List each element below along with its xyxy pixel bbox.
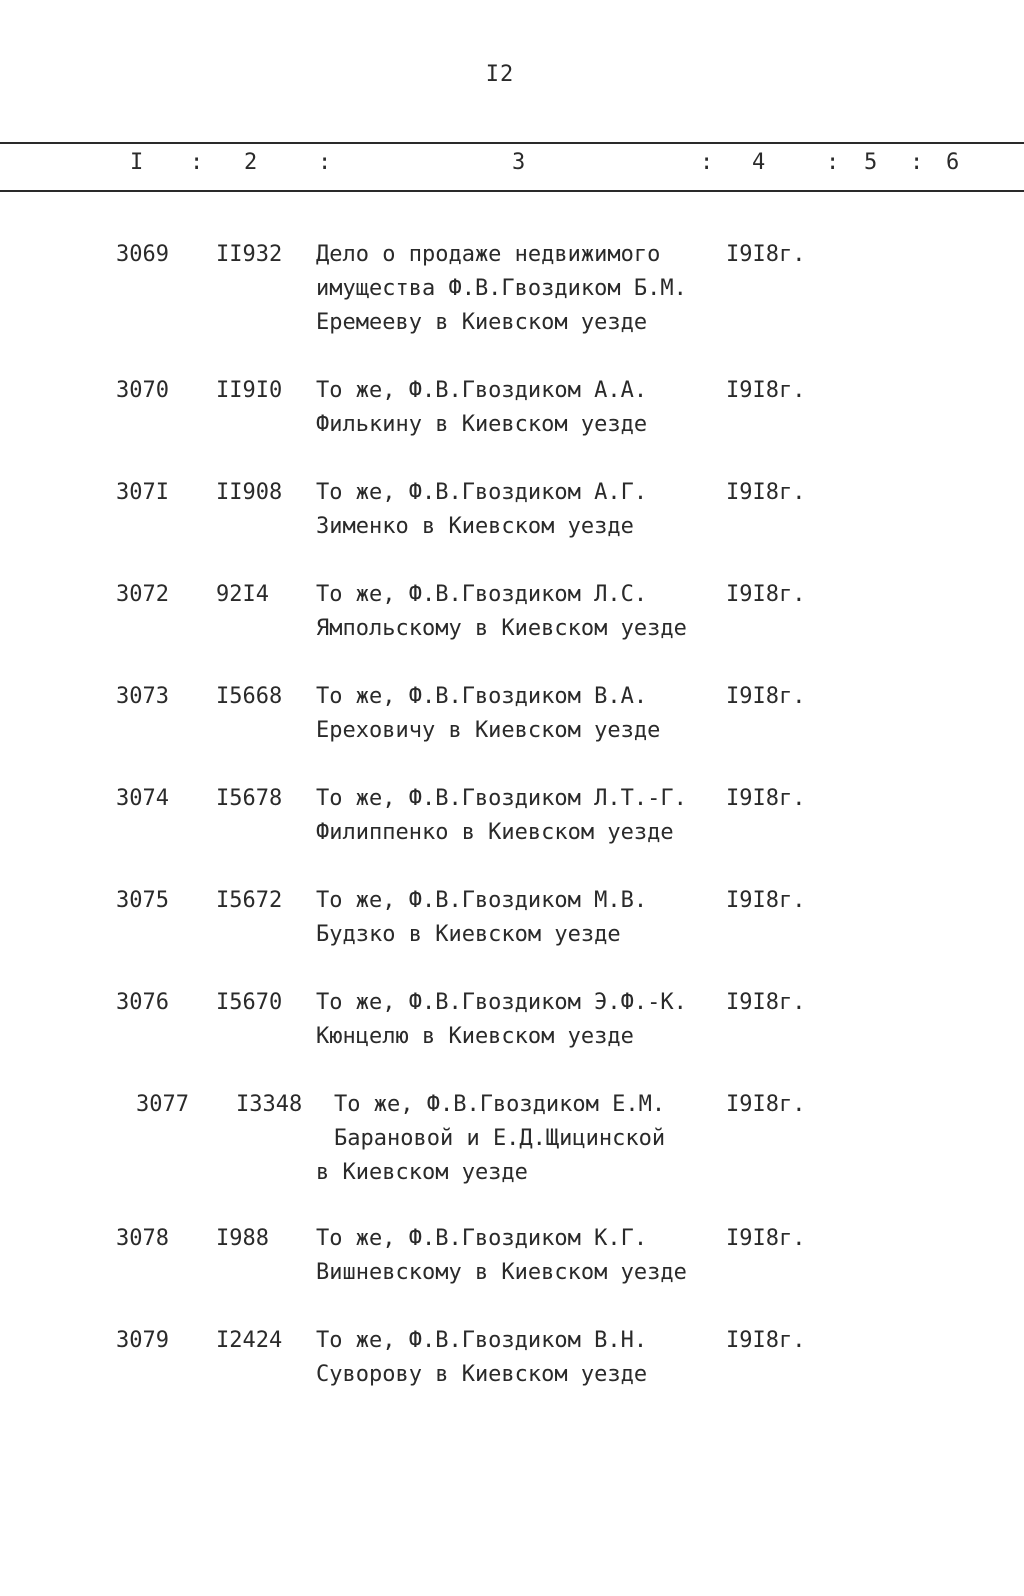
entry-code: II908 [216,480,283,505]
entry-number: 3078 [116,1226,169,1251]
entry-year: I9I8г. [726,786,806,811]
entry-number: 3069 [116,242,169,267]
description-line: Филиппенко в Киевском уезде [316,820,674,845]
entry-code: I5672 [216,888,283,913]
entry-description [316,986,726,1054]
description-line: Кюнцелю в Киевском уезде [316,1024,634,1049]
entry-code: I2424 [216,1328,283,1353]
description-line: Еремееву в Киевском уезде [316,310,648,335]
column-separator: : [910,150,924,175]
description-line: То же, Ф.В.Гвоздиком А.Г. [316,480,648,505]
description-line: То же, Ф.В.Гвоздиком В.Н. [316,1328,648,1353]
entry-description [316,1324,726,1392]
description-line: Ямпольскому в Киевском уезде [316,616,687,641]
description-line: То же, Ф.В.Гвоздиком В.А. [316,684,648,709]
column-header-1: I [130,150,144,175]
description-line: То же, Ф.В.Гвоздиком Л.С. [316,582,648,607]
header-top-rule [0,142,1024,144]
entry-number: 3070 [116,378,169,403]
entry-year: I9I8г. [726,684,806,709]
description-line: То же, Ф.В.Гвоздиком Е.М. [334,1092,666,1117]
column-separator: : [700,150,714,175]
description-line: То же, Ф.В.Гвоздиком Л.Т.-Г. [316,786,687,811]
entry-number: 3072 [116,582,169,607]
entry-year: I9I8г. [726,242,806,267]
description-line: То же, Ф.В.Гвоздиком К.Г. [316,1226,648,1251]
entry-number: 3075 [116,888,169,913]
description-line: То же, Ф.В.Гвоздиком М.В. [316,888,648,913]
description-line: То же, Ф.В.Гвоздиком Э.Ф.-К. [316,990,687,1015]
description-line: Филькину в Киевском уезде [316,412,648,437]
entry-year: I9I8г. [726,480,806,505]
entry-year: I9I8г. [726,1328,806,1353]
header-bottom-rule [0,190,1024,192]
description-line: Суворову в Киевском уезде [316,1362,648,1387]
entry-code: I3348 [236,1092,303,1117]
description-line: Ереховичу в Киевском уезде [316,718,661,743]
entry-year: I9I8г. [726,1226,806,1251]
entry-code: II932 [216,242,283,267]
description-line: в Киевском уезде [316,1160,528,1185]
entry-code: 92I4 [216,582,269,607]
page-number: I2 [485,62,515,87]
entry-description [316,1222,726,1290]
entry-description [316,680,726,748]
entry-number: 307I [116,480,169,505]
entry-description [316,884,726,952]
entry-description [316,476,726,544]
entry-number: 3076 [116,990,169,1015]
entry-number: 3073 [116,684,169,709]
column-header-6: 6 [946,150,960,175]
description-line: То же, Ф.В.Гвоздиком А.А. [316,378,648,403]
column-separator: : [826,150,840,175]
entry-description [316,238,726,340]
entry-year: I9I8г. [726,1092,806,1117]
entry-code: I988 [216,1226,269,1251]
column-header-5: 5 [864,150,878,175]
entry-description [316,782,726,850]
description-line: имущества Ф.В.Гвоздиком Б.М. [316,276,687,301]
entry-year: I9I8г. [726,582,806,607]
entry-description [316,374,726,442]
entry-number: 3079 [116,1328,169,1353]
entry-description [316,1088,744,1190]
entry-number: 3077 [136,1092,189,1117]
description-line: Дело о продаже недвижимого [316,242,661,267]
column-separator: : [318,150,332,175]
entry-year: I9I8г. [726,888,806,913]
column-header-row [0,150,1024,182]
column-header-2: 2 [244,150,258,175]
entry-code: II9I0 [216,378,283,403]
entry-code: I5668 [216,684,283,709]
entry-code: I5670 [216,990,283,1015]
column-header-3: 3 [512,150,526,175]
entry-number: 3074 [116,786,169,811]
column-separator: : [190,150,204,175]
description-line: Будзко в Киевском уезде [316,922,621,947]
description-line: Барановой и Е.Д.Щицинской [334,1126,666,1151]
entry-year: I9I8г. [726,990,806,1015]
entry-code: I5678 [216,786,283,811]
entry-description [316,578,726,646]
entry-year: I9I8г. [726,378,806,403]
column-header-4: 4 [752,150,766,175]
description-line: Зименко в Киевском уезде [316,514,634,539]
description-line: Вишневскому в Киевском уезде [316,1260,687,1285]
